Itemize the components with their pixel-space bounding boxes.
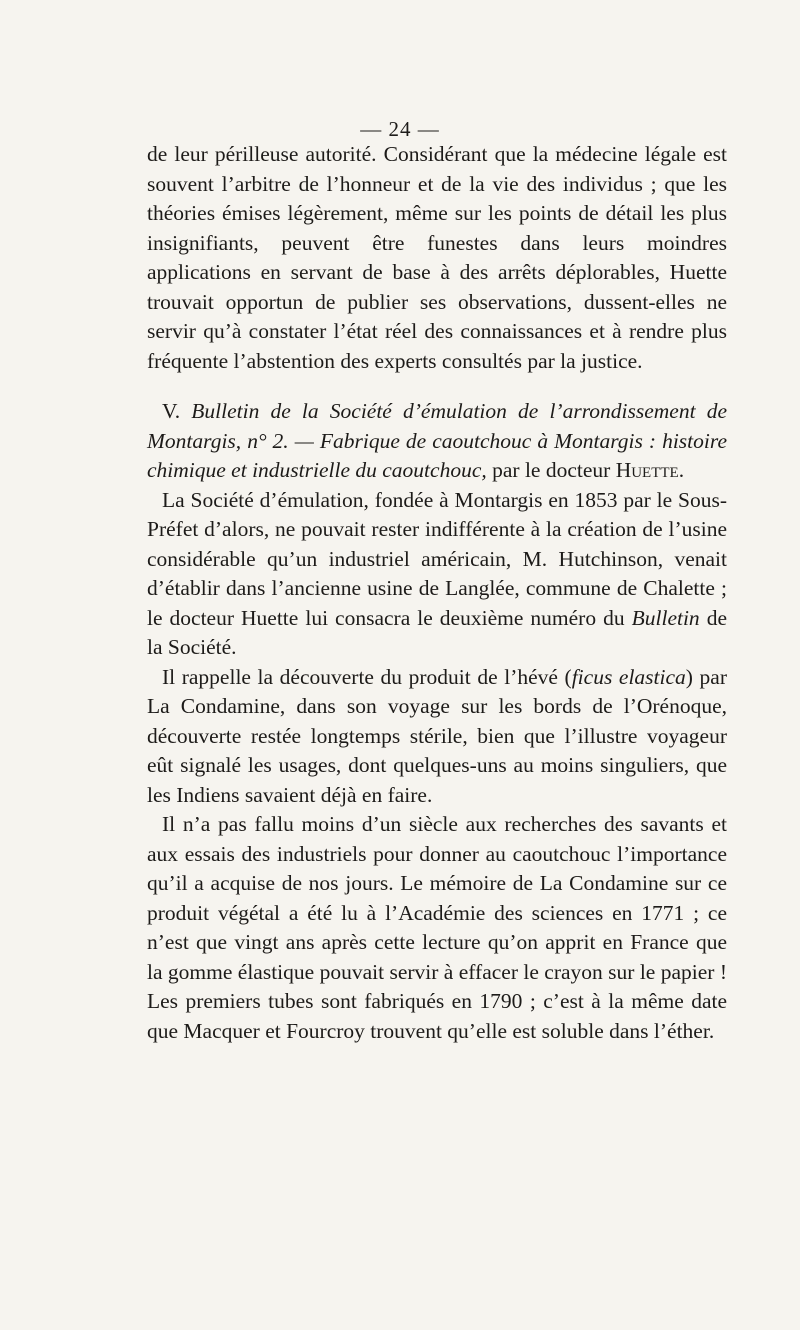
paragraph-3: Il rappelle la découverte du produit de l’hévé (ficus elastica) par La Condamine, dans son voyage sur les bords de l’Orénoque, découverte restée longtemps stérile, bien que l’illustre voyageur eût signalé les usages, dont quelques-uns au moins singuliers, que les Indiens savaient déjà en faire. bbox=[147, 664, 727, 807]
author-prefix: par le docteur bbox=[492, 458, 611, 482]
page-number: — 24 — bbox=[360, 117, 440, 141]
paragraph-1: de leur périlleuse autorité. Considérant que la médecine légale est souvent l’arbitre de l’honneur et de la vie des individus ; que les théories émises légèrement, même sur les points de détail les plus insignifiants, peuvent être funestes dans leurs moindres applications en servant de base à des arrêts déplorables, Huette trouvait opportun de publier ses observations, dussent-elles ne servir qu’à constater l’état réel des connaissances et à rendre plus fréquente l’abstention des experts consultés par la justice. bbox=[147, 142, 727, 373]
latin-name: ficus elastica bbox=[571, 664, 686, 689]
section-number: V. bbox=[162, 399, 181, 423]
author-name: Huette. bbox=[615, 458, 685, 482]
body-text bbox=[147, 140, 727, 1046]
paragraph-2: La Société d’émulation, fondée à Montargis en 1853 par le Sous-Préfet d’alors, ne pouvait rester indifférente à la création de l’usine considérable qu’un industriel américain, M. Hutchinson, venait d’établir dans l’ancienne usine de Langlée, commune de Chalette ; le docteur Huette lui consacra le deuxième numéro du Bulletin de la Société. bbox=[147, 487, 727, 659]
paragraph-4: Il n’a pas fallu moins d’un siècle aux recherches des savants et aux essais des industriels pour donner au caoutchouc l’importance qu’il a acquise de nos jours. Le mémoire de La Condamine sur ce produit végétal a été lu à l’Académie des sciences en 1771 ; ce n’est que vingt ans après cette lecture qu’on apprit en France que la gomme élastique pouvait servir à effacer le crayon sur le papier ! Les premiers tubes sont fabriqués en 1790 ; c’est à la même date que Macquer et Fourcroy trouvent qu’elle est soluble dans l’éther. bbox=[147, 812, 727, 1043]
section-5-heading bbox=[147, 397, 727, 486]
bulletin-italic: Bulletin bbox=[631, 605, 700, 630]
section-title: Bulletin de la Société d’émulation de l’arrondissement de Montargis, n° 2. — Fabrique de caoutchouc à Montargis : histoire chimique et industrielle du caoutchouc, bbox=[147, 399, 727, 482]
